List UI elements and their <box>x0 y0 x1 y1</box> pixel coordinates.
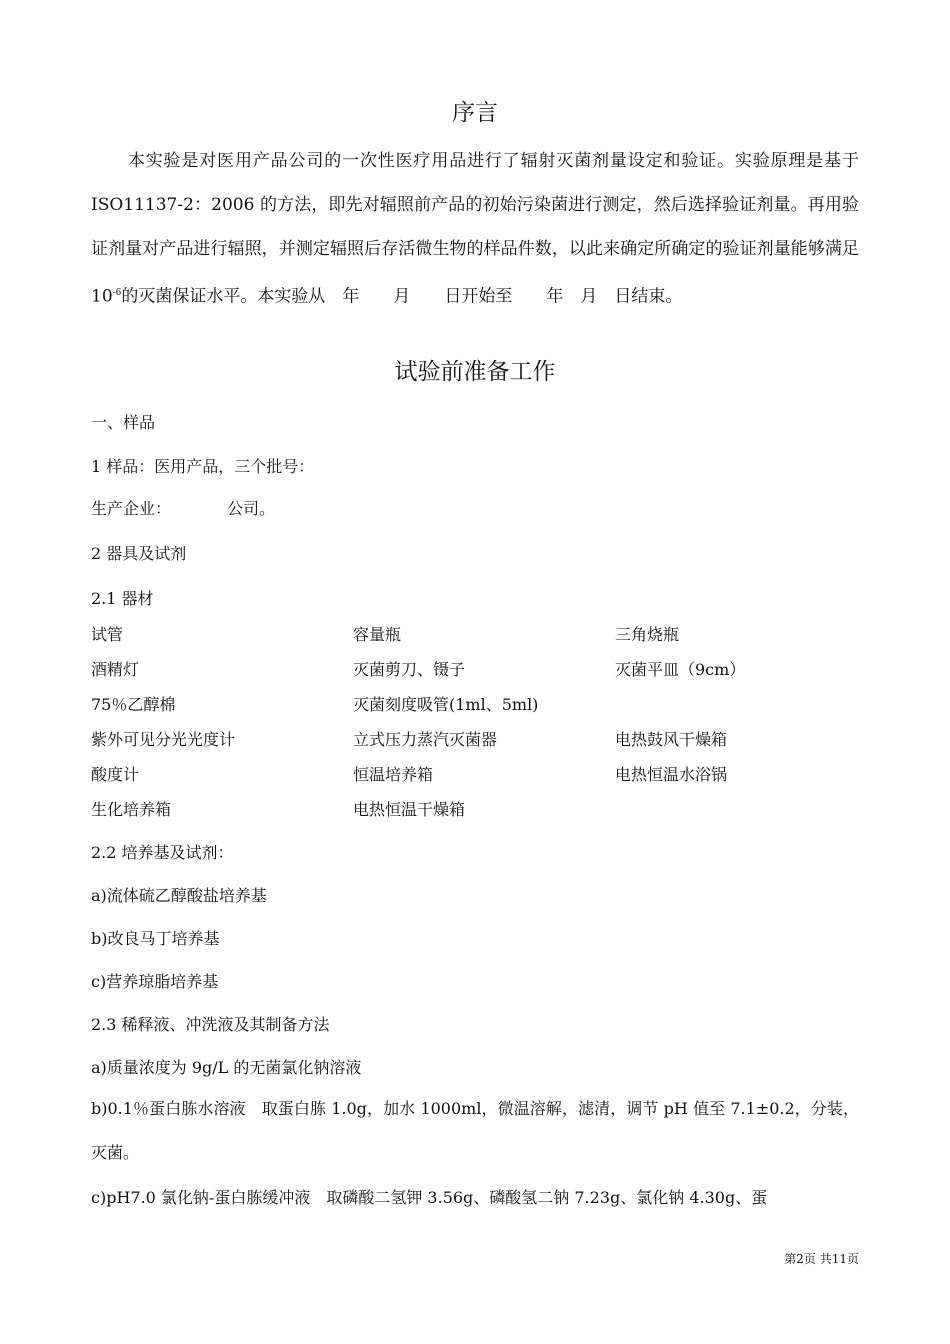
equipment-item: 立式压力蒸汽灭菌器 <box>353 730 498 749</box>
section-equipment-reagents: 2 器具及试剂 <box>91 544 187 563</box>
equipment-item: 三角烧瓶 <box>615 625 680 644</box>
equipment-item: 灭菌平皿（9cm） <box>615 660 746 679</box>
equipment-item: 生化培养箱 <box>91 800 172 819</box>
media-item: b)改良马丁培养基 <box>91 929 220 948</box>
section-equipment: 2.1 器材 <box>91 589 154 608</box>
prep-title: 试验前准备工作 <box>394 359 556 385</box>
manufacturer-line: 生产企业： 公司。 <box>91 499 276 518</box>
diluent-a: a)质量浓度为 9g/L 的无菌氯化钠溶液 <box>91 1058 362 1077</box>
section-diluents: 2.3 稀释液、冲洗液及其制备方法 <box>91 1015 330 1034</box>
media-item: c)营养琼脂培养基 <box>91 972 219 991</box>
equipment-item: 紫外可见分光光度计 <box>91 730 236 749</box>
equipment-item: 75％乙醇棉 <box>91 695 176 714</box>
page-footer: 第2页 共11页 <box>784 1252 859 1266</box>
equipment-item: 容量瓶 <box>353 625 402 644</box>
equipment-item: 电热恒温水浴锅 <box>615 765 728 784</box>
equipment-item: 酸度计 <box>91 765 140 784</box>
section-samples: 一、样品 <box>91 413 156 432</box>
preface-paragraph <box>91 139 859 319</box>
preface-title: 序言 <box>452 100 498 126</box>
media-item: a)流体硫乙醇酸盐培养基 <box>91 886 267 905</box>
equipment-item: 灭菌剪刀、镊子 <box>353 660 466 679</box>
equipment-item: 试管 <box>91 625 124 644</box>
diluent-c: c)pH7.0 氯化钠-蛋白胨缓冲液 取磷酸二氢钾 3.56g、磷酸氢二钠 7.23g、氯化钠 4.30g、蛋 <box>91 1188 768 1207</box>
equipment-item: 电热鼓风干燥箱 <box>615 730 728 749</box>
diluent-b: b)0.1％蛋白胨水溶液 取蛋白胨 1.0g，加水 1000ml，微温溶解，滤清，调节 pH 值至 7.1±0.2，分装，灭菌。 <box>91 1099 859 1162</box>
preface-text-tail: 的灭菌保证水平。本实验从 年 月 日开始至 年 月 日结束。 <box>121 286 683 307</box>
equipment-item: 电热恒温干燥箱 <box>353 800 466 819</box>
equipment-item: 恒温培养箱 <box>353 765 434 784</box>
equipment-item: 酒精灯 <box>91 660 140 679</box>
exponent: -6 <box>112 288 122 298</box>
preface-text: 本实验是对医用产品公司的一次性医疗用品进行了辐射灭菌剂量设定和验证。实验原理是基于 ISO11137-2：2006 的方法，即先对辐照前产品的初始污染菌进行测定，然后选择验证剂量。再用验证剂量对产品进行辐照，并测定辐照后存活微生物的样品件数，以此来确定所确定的验证剂量能够满足 10 <box>91 151 859 307</box>
section-media: 2.2 培养基及试剂： <box>91 843 234 862</box>
equipment-item: 灭菌刻度吸管(1ml、5ml) <box>353 695 539 714</box>
sample-line: 1 样品：医用产品，三个批号： <box>91 457 315 476</box>
